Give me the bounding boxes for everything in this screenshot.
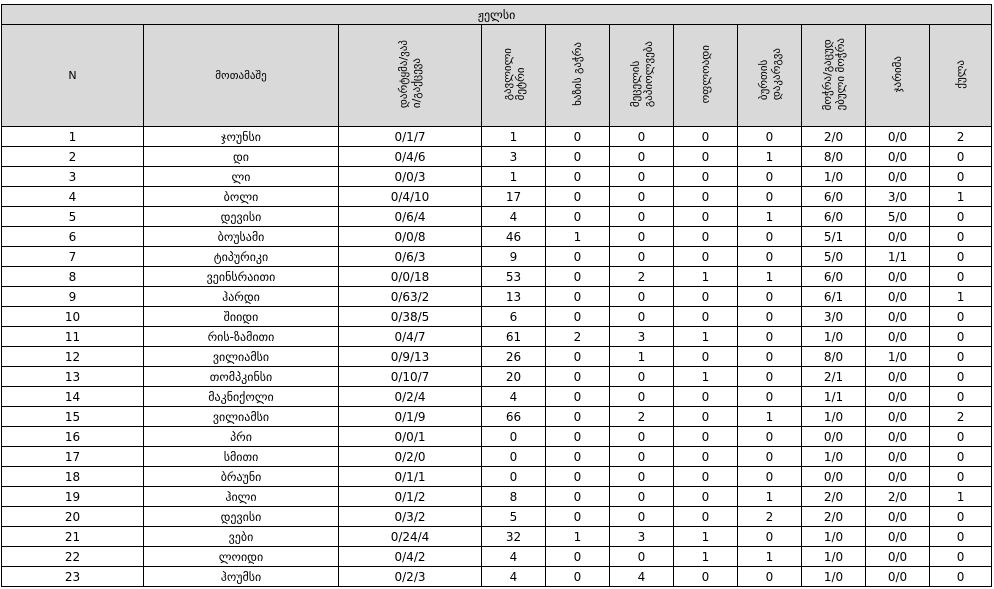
cell-points: 0 [930,507,992,527]
cell-turnovers: 0 [738,247,802,267]
cell-line-breaks: 1 [546,227,610,247]
cell-number: 16 [2,427,144,447]
cell-penalties: 0/0 [866,387,930,407]
table-row [2,307,992,327]
cell-offloads: 0 [674,347,738,367]
cell-penalties: 0/0 [866,547,930,567]
cell-offloads: 1 [674,527,738,547]
cell-points: 0 [930,247,992,267]
cell-meters: 4 [482,387,546,407]
cell-penalties: 1/1 [866,247,930,267]
cell-number: 13 [2,367,144,387]
cell-penalties: 0/0 [866,167,930,187]
cell-player: ვები [144,527,339,547]
cell-penalties: 5/0 [866,207,930,227]
cell-player: ბოუსამი [144,227,339,247]
cell-meters: 46 [482,227,546,247]
cell-player: ვილიამსი [144,407,339,427]
table-row [2,387,992,407]
cell-points: 0 [930,347,992,367]
cell-carries: 0/0/1 [339,427,482,447]
cell-number: 9 [2,287,144,307]
cell-carries: 0/6/3 [339,247,482,267]
cell-penalties: 1/0 [866,347,930,367]
cell-turnovers: 0 [738,227,802,247]
cell-offloads: 0 [674,147,738,167]
cell-defenders-beaten: 0 [610,547,674,567]
cell-turnovers: 0 [738,327,802,347]
col-header-number: N [2,25,144,127]
cell-meters: 66 [482,407,546,427]
cell-points: 0 [930,387,992,407]
cell-meters: 61 [482,327,546,347]
table-row [2,487,992,507]
cell-number: 18 [2,467,144,487]
cell-points: 0 [930,167,992,187]
cell-tackles: 2/1 [802,367,866,387]
table-row [2,507,992,527]
cell-tackles: 6/1 [802,287,866,307]
table-row [2,227,992,247]
cell-defenders-beaten: 2 [610,267,674,287]
cell-offloads: 1 [674,327,738,347]
cell-offloads: 0 [674,387,738,407]
table-row [2,467,992,487]
cell-player: თომპკინსი [144,367,339,387]
cell-offloads: 0 [674,467,738,487]
cell-turnovers: 0 [738,307,802,327]
table-row [2,267,992,287]
cell-turnovers: 1 [738,487,802,507]
cell-turnovers: 0 [738,467,802,487]
cell-penalties: 0/0 [866,507,930,527]
cell-line-breaks: 0 [546,387,610,407]
cell-tackles: 6/0 [802,267,866,287]
cell-penalties: 0/0 [866,527,930,547]
cell-meters: 0 [482,447,546,467]
cell-tackles: 1/0 [802,547,866,567]
cell-number: 14 [2,387,144,407]
cell-tackles: 8/0 [802,347,866,367]
col-header-turnovers: ბურთის დაკარგვა [738,25,802,127]
cell-offloads: 0 [674,127,738,147]
cell-points: 0 [930,227,992,247]
cell-number: 7 [2,247,144,267]
cell-line-breaks: 0 [546,167,610,187]
col-header-defenders-beaten: მეცელის გაპიოლვება [610,25,674,127]
cell-points: 0 [930,427,992,447]
cell-line-breaks: 0 [546,467,610,487]
cell-offloads: 1 [674,367,738,387]
cell-carries: 0/3/2 [339,507,482,527]
cell-carries: 0/2/3 [339,567,482,587]
cell-meters: 20 [482,367,546,387]
cell-turnovers: 0 [738,187,802,207]
cell-turnovers: 0 [738,527,802,547]
col-header-carries: დარტყმა/ვაპ ი/გაქცევა [339,25,482,127]
cell-carries: 0/0/3 [339,167,482,187]
cell-defenders-beaten: 0 [610,487,674,507]
cell-carries: 0/6/4 [339,207,482,227]
cell-defenders-beaten: 0 [610,227,674,247]
cell-points: 0 [930,467,992,487]
cell-tackles: 1/0 [802,527,866,547]
table-row [2,327,992,347]
cell-tackles: 1/0 [802,167,866,187]
cell-meters: 4 [482,567,546,587]
cell-turnovers: 0 [738,427,802,447]
cell-tackles: 1/1 [802,387,866,407]
cell-number: 10 [2,307,144,327]
cell-offloads: 1 [674,547,738,567]
cell-player: ბოლი [144,187,339,207]
cell-meters: 1 [482,167,546,187]
cell-meters: 0 [482,427,546,447]
cell-penalties: 0/0 [866,327,930,347]
cell-penalties: 0/0 [866,447,930,467]
cell-line-breaks: 0 [546,367,610,387]
cell-tackles: 5/1 [802,227,866,247]
table-row [2,567,992,587]
cell-meters: 5 [482,507,546,527]
cell-meters: 4 [482,547,546,567]
cell-meters: 9 [482,247,546,267]
cell-meters: 4 [482,207,546,227]
cell-points: 2 [930,407,992,427]
cell-meters: 26 [482,347,546,367]
cell-player: ჰილი [144,487,339,507]
cell-tackles: 2/0 [802,507,866,527]
cell-number: 4 [2,187,144,207]
cell-number: 17 [2,447,144,467]
cell-defenders-beaten: 2 [610,407,674,427]
cell-player: პრი [144,427,339,447]
cell-carries: 0/10/7 [339,367,482,387]
cell-defenders-beaten: 0 [610,447,674,467]
cell-offloads: 0 [674,407,738,427]
col-header-tackles: მოჭრა/გაცუდ ებული მოჭრა [802,25,866,127]
cell-number: 3 [2,167,144,187]
cell-line-breaks: 2 [546,327,610,347]
cell-tackles: 1/0 [802,567,866,587]
cell-player: ლოიდი [144,547,339,567]
cell-penalties: 0/0 [866,407,930,427]
cell-defenders-beaten: 0 [610,167,674,187]
table-row [2,207,992,227]
cell-penalties: 0/0 [866,227,930,247]
cell-carries: 0/4/6 [339,147,482,167]
table-row [2,147,992,167]
cell-offloads: 1 [674,267,738,287]
cell-meters: 1 [482,127,546,147]
cell-turnovers: 1 [738,147,802,167]
cell-turnovers: 0 [738,127,802,147]
cell-carries: 0/4/2 [339,547,482,567]
cell-tackles: 1/0 [802,447,866,467]
stats-sheet [1,4,991,587]
cell-meters: 6 [482,307,546,327]
cell-points: 2 [930,127,992,147]
cell-defenders-beaten: 3 [610,327,674,347]
cell-penalties: 0/0 [866,287,930,307]
cell-defenders-beaten: 0 [610,147,674,167]
cell-line-breaks: 0 [546,447,610,467]
cell-line-breaks: 0 [546,487,610,507]
cell-defenders-beaten: 0 [610,367,674,387]
col-header-penalties: ჯარიმა [866,25,930,127]
cell-number: 23 [2,567,144,587]
cell-tackles: 6/0 [802,207,866,227]
cell-tackles: 3/0 [802,307,866,327]
table-row [2,287,992,307]
cell-tackles: 1/0 [802,407,866,427]
cell-player: ვილიამსი [144,347,339,367]
cell-points: 1 [930,187,992,207]
table-row [2,527,992,547]
cell-tackles: 2/0 [802,127,866,147]
cell-number: 6 [2,227,144,247]
cell-points: 0 [930,527,992,547]
cell-carries: 0/2/4 [339,387,482,407]
cell-number: 22 [2,547,144,567]
cell-meters: 53 [482,267,546,287]
cell-turnovers: 1 [738,207,802,227]
cell-number: 8 [2,267,144,287]
cell-number: 19 [2,487,144,507]
cell-line-breaks: 0 [546,187,610,207]
cell-defenders-beaten: 0 [610,207,674,227]
cell-turnovers: 2 [738,507,802,527]
cell-defenders-beaten: 0 [610,467,674,487]
cell-penalties: 0/0 [866,567,930,587]
cell-tackles: 1/0 [802,327,866,347]
cell-number: 20 [2,507,144,527]
cell-number: 2 [2,147,144,167]
cell-penalties: 0/0 [866,307,930,327]
cell-player: სმითი [144,447,339,467]
cell-offloads: 0 [674,247,738,267]
cell-defenders-beaten: 4 [610,567,674,587]
cell-carries: 0/24/4 [339,527,482,547]
cell-number: 15 [2,407,144,427]
cell-line-breaks: 1 [546,527,610,547]
table-body [2,127,992,587]
table-row [2,367,992,387]
cell-meters: 0 [482,467,546,487]
cell-player: დევისი [144,507,339,527]
cell-offloads: 0 [674,287,738,307]
cell-points: 0 [930,307,992,327]
cell-offloads: 0 [674,207,738,227]
cell-defenders-beaten: 0 [610,427,674,447]
cell-line-breaks: 0 [546,567,610,587]
cell-player: შიიდი [144,307,339,327]
cell-defenders-beaten: 0 [610,287,674,307]
col-header-player: მოთამაშე [144,25,339,127]
cell-number: 1 [2,127,144,147]
cell-meters: 17 [482,187,546,207]
table-row [2,247,992,267]
cell-line-breaks: 0 [546,247,610,267]
col-header-meters: გავლილი მეტრი [482,25,546,127]
cell-line-breaks: 0 [546,347,610,367]
cell-tackles: 2/0 [802,487,866,507]
cell-offloads: 0 [674,427,738,447]
cell-turnovers: 0 [738,287,802,307]
table-row [2,547,992,567]
cell-line-breaks: 0 [546,287,610,307]
cell-carries: 0/1/9 [339,407,482,427]
cell-points: 0 [930,567,992,587]
cell-line-breaks: 0 [546,267,610,287]
team-title: ჟელსი [2,5,992,25]
table-row [2,447,992,467]
cell-turnovers: 1 [738,267,802,287]
cell-carries: 0/1/7 [339,127,482,147]
cell-number: 12 [2,347,144,367]
cell-points: 0 [930,147,992,167]
cell-turnovers: 0 [738,387,802,407]
cell-defenders-beaten: 0 [610,387,674,407]
cell-defenders-beaten: 0 [610,127,674,147]
cell-penalties: 0/0 [866,367,930,387]
cell-points: 0 [930,207,992,227]
cell-number: 11 [2,327,144,347]
cell-turnovers: 0 [738,167,802,187]
col-header-points: ქულა [930,25,992,127]
cell-penalties: 0/0 [866,467,930,487]
cell-tackles: 0/0 [802,467,866,487]
cell-offloads: 0 [674,447,738,467]
cell-player: ჯოუნსი [144,127,339,147]
cell-points: 0 [930,547,992,567]
cell-points: 1 [930,287,992,307]
cell-number: 21 [2,527,144,547]
cell-line-breaks: 0 [546,407,610,427]
cell-defenders-beaten: 0 [610,307,674,327]
cell-turnovers: 0 [738,347,802,367]
cell-carries: 0/1/1 [339,467,482,487]
cell-player: დი [144,147,339,167]
cell-penalties: 0/0 [866,147,930,167]
cell-tackles: 5/0 [802,247,866,267]
cell-player: დევისი [144,207,339,227]
cell-turnovers: 0 [738,447,802,467]
cell-carries: 0/38/5 [339,307,482,327]
cell-carries: 0/0/8 [339,227,482,247]
table-row [2,167,992,187]
cell-offloads: 0 [674,307,738,327]
cell-meters: 13 [482,287,546,307]
cell-player: ჰოუმსი [144,567,339,587]
cell-line-breaks: 0 [546,127,610,147]
cell-offloads: 0 [674,167,738,187]
table-row [2,347,992,367]
table-row [2,127,992,147]
cell-defenders-beaten: 3 [610,527,674,547]
cell-tackles: 8/0 [802,147,866,167]
cell-line-breaks: 0 [546,307,610,327]
cell-penalties: 0/0 [866,127,930,147]
cell-tackles: 0/0 [802,427,866,447]
cell-carries: 0/2/0 [339,447,482,467]
cell-player: ვეინსრაითი [144,267,339,287]
cell-player: ტიპურიკი [144,247,339,267]
cell-offloads: 0 [674,567,738,587]
cell-points: 0 [930,447,992,467]
cell-carries: 0/4/10 [339,187,482,207]
cell-line-breaks: 0 [546,507,610,527]
cell-meters: 3 [482,147,546,167]
cell-penalties: 0/0 [866,267,930,287]
cell-meters: 32 [482,527,546,547]
col-header-line-breaks: ხაზის გაჭრა [546,25,610,127]
cell-turnovers: 1 [738,547,802,567]
cell-turnovers: 0 [738,567,802,587]
cell-offloads: 0 [674,227,738,247]
cell-number: 5 [2,207,144,227]
table-row [2,187,992,207]
cell-line-breaks: 0 [546,147,610,167]
cell-player: ბრაუნი [144,467,339,487]
cell-line-breaks: 0 [546,547,610,567]
cell-defenders-beaten: 0 [610,507,674,527]
cell-penalties: 3/0 [866,187,930,207]
cell-defenders-beaten: 1 [610,347,674,367]
cell-carries: 0/1/2 [339,487,482,507]
col-header-offloads: ოფლოადი [674,25,738,127]
player-stats-table [1,4,992,587]
cell-penalties: 0/0 [866,427,930,447]
cell-points: 0 [930,367,992,387]
cell-points: 0 [930,267,992,287]
cell-turnovers: 1 [738,407,802,427]
table-row [2,427,992,447]
cell-tackles: 6/0 [802,187,866,207]
cell-points: 1 [930,487,992,507]
cell-carries: 0/0/18 [339,267,482,287]
cell-player: ლი [144,167,339,187]
cell-line-breaks: 0 [546,207,610,227]
cell-turnovers: 0 [738,367,802,387]
cell-player: ჰარდი [144,287,339,307]
cell-carries: 0/9/13 [339,347,482,367]
cell-defenders-beaten: 0 [610,247,674,267]
cell-points: 0 [930,327,992,347]
cell-offloads: 0 [674,487,738,507]
table-row [2,407,992,427]
cell-offloads: 0 [674,507,738,527]
cell-defenders-beaten: 0 [610,187,674,207]
cell-penalties: 2/0 [866,487,930,507]
cell-meters: 8 [482,487,546,507]
cell-carries: 0/63/2 [339,287,482,307]
cell-line-breaks: 0 [546,427,610,447]
cell-player: მაკნიქოლი [144,387,339,407]
cell-player: რის-ზამითი [144,327,339,347]
cell-offloads: 0 [674,187,738,207]
cell-carries: 0/4/7 [339,327,482,347]
